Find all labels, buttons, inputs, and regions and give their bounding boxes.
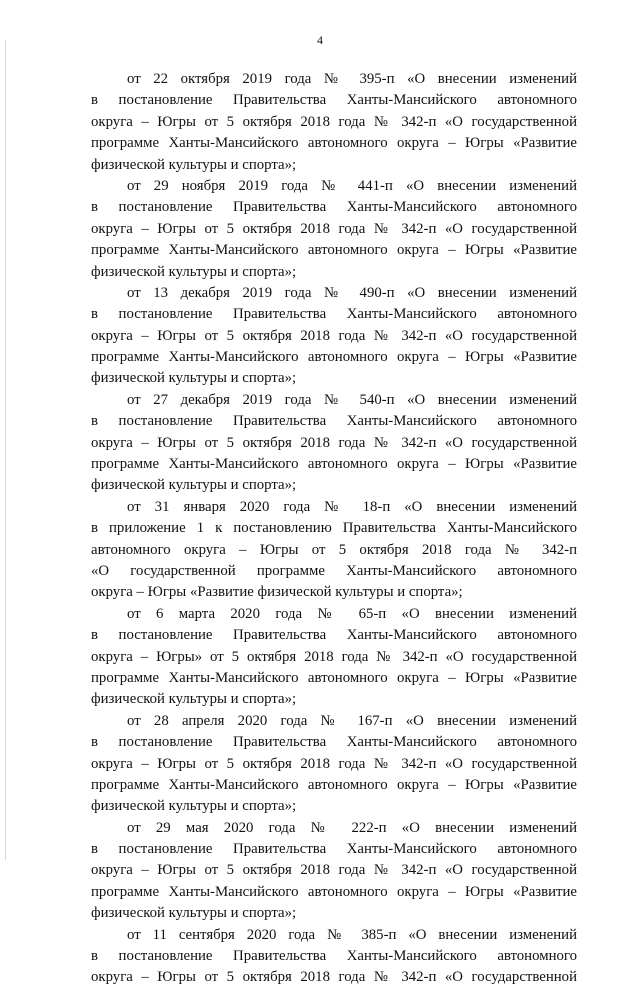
paragraph-line: физической культуры и спорта»; — [91, 263, 297, 280]
document-paragraph — [91, 604, 577, 711]
document-paragraph — [91, 176, 577, 283]
paragraph-line: физической культуры и спорта»; — [91, 156, 297, 173]
document-paragraph — [91, 283, 577, 390]
paragraph-line: физической культуры и спорта»; — [91, 905, 297, 922]
paragraph-line: от 27 декабря 2019 года № 540-п «О внесении изменений — [127, 391, 577, 408]
paragraph-line: от 22 октября 2019 года № 395-п «О внесении изменений — [127, 71, 577, 87]
paragraph-line: округа – Югры от 5 октября 2018 года № 342-п «О государственной — [91, 434, 577, 451]
document-paragraph — [91, 497, 577, 604]
document-paragraph — [91, 69, 577, 176]
paragraph-line: округа – Югры от 5 октября 2018 года № 342-п «О государственной — [91, 220, 577, 237]
paragraph-line: «О государственной программе Ханты-Мансийского автономного — [91, 562, 577, 579]
paragraph-line: программе Ханты-Мансийского автономного округа – Югры «Развитие — [91, 135, 577, 152]
paragraph-line: от 6 марта 2020 года № 65-п «О внесении изменений — [127, 605, 577, 622]
paragraph-line: программе Ханты-Мансийского автономного округа – Югры «Развитие — [91, 349, 577, 366]
paragraph-line: от 28 апреля 2020 года № 167-п «О внесении изменений — [127, 712, 577, 729]
paragraph-line: физической культуры и спорта»; — [91, 370, 297, 387]
paragraph-line: программе Ханты-Мансийского автономного округа – Югры «Развитие — [91, 456, 577, 473]
paragraph-line: в постановление Правительства Ханты-Мансийского автономного — [91, 734, 577, 751]
paragraph-line: в постановление Правительства Ханты-Мансийского автономного — [91, 306, 577, 323]
document-paragraph — [91, 711, 577, 818]
paragraph-line: физической культуры и спорта»; — [91, 477, 297, 494]
scan-edge-line — [5, 40, 6, 860]
document-body — [91, 69, 577, 989]
paragraph-line: физической культуры и спорта»; — [91, 798, 297, 815]
paragraph-line: в постановление Правительства Ханты-Мансийского автономного — [91, 199, 577, 216]
paragraph-line: физической культуры и спорта»; — [91, 691, 297, 708]
document-paragraph — [91, 390, 577, 497]
document-paragraph — [91, 925, 577, 989]
page-number: 4 — [317, 33, 323, 47]
paragraph-line: программе Ханты-Мансийского автономного округа – Югры «Развитие — [91, 669, 577, 686]
paragraph-line: в постановление Правительства Ханты-Мансийского автономного — [91, 948, 577, 965]
paragraph-line: округа – Югры от 5 октября 2018 года № 342-п «О государственной — [91, 113, 577, 130]
paragraph-line: в постановление Правительства Ханты-Мансийского автономного — [91, 92, 577, 109]
paragraph-line: программе Ханты-Мансийского автономного округа – Югры «Развитие — [91, 242, 577, 259]
paragraph-line: в постановление Правительства Ханты-Мансийского автономного — [91, 841, 577, 858]
paragraph-line: от 13 декабря 2019 года № 490-п «О внесении изменений — [127, 284, 577, 301]
paragraph-line: в постановление Правительства Ханты-Мансийского автономного — [91, 413, 577, 430]
paragraph-line: округа – Югры «Развитие физической культуры и спорта»; — [91, 584, 463, 601]
paragraph-line: в приложение 1 к постановлению Правительства Ханты-Мансийского — [91, 520, 577, 537]
paragraph-line: от 29 ноября 2019 года № 441-п «О внесении изменений — [127, 177, 577, 194]
paragraph-line: округа – Югры от 5 октября 2018 года № 342-п «О государственной — [91, 327, 577, 344]
paragraph-line: в постановление Правительства Ханты-Мансийского автономного — [91, 627, 577, 644]
document-paragraph — [91, 818, 577, 925]
paragraph-line: от 29 мая 2020 года № 222-п «О внесении изменений — [127, 819, 577, 836]
paragraph-line: округа – Югры» от 5 октября 2018 года № 342-п «О государственной — [91, 648, 577, 665]
paragraph-line: округа – Югры от 5 октября 2018 года № 342-п «О государственной — [91, 755, 577, 772]
paragraph-line: округа – Югры от 5 октября 2018 года № 342-п «О государственной — [91, 862, 577, 879]
paragraph-line: от 31 января 2020 года № 18-п «О внесении изменений — [127, 498, 577, 515]
paragraph-line: округа – Югры от 5 октября 2018 года № 342-п «О государственной — [91, 969, 577, 986]
paragraph-line: программе Ханты-Мансийского автономного округа – Югры «Развитие — [91, 883, 577, 900]
paragraph-line: от 11 сентября 2020 года № 385-п «О внесении изменений — [127, 926, 577, 943]
paragraph-line: программе Ханты-Мансийского автономного округа – Югры «Развитие — [91, 776, 577, 793]
paragraph-line: автономного округа – Югры от 5 октября 2018 года № 342-п — [91, 541, 577, 558]
